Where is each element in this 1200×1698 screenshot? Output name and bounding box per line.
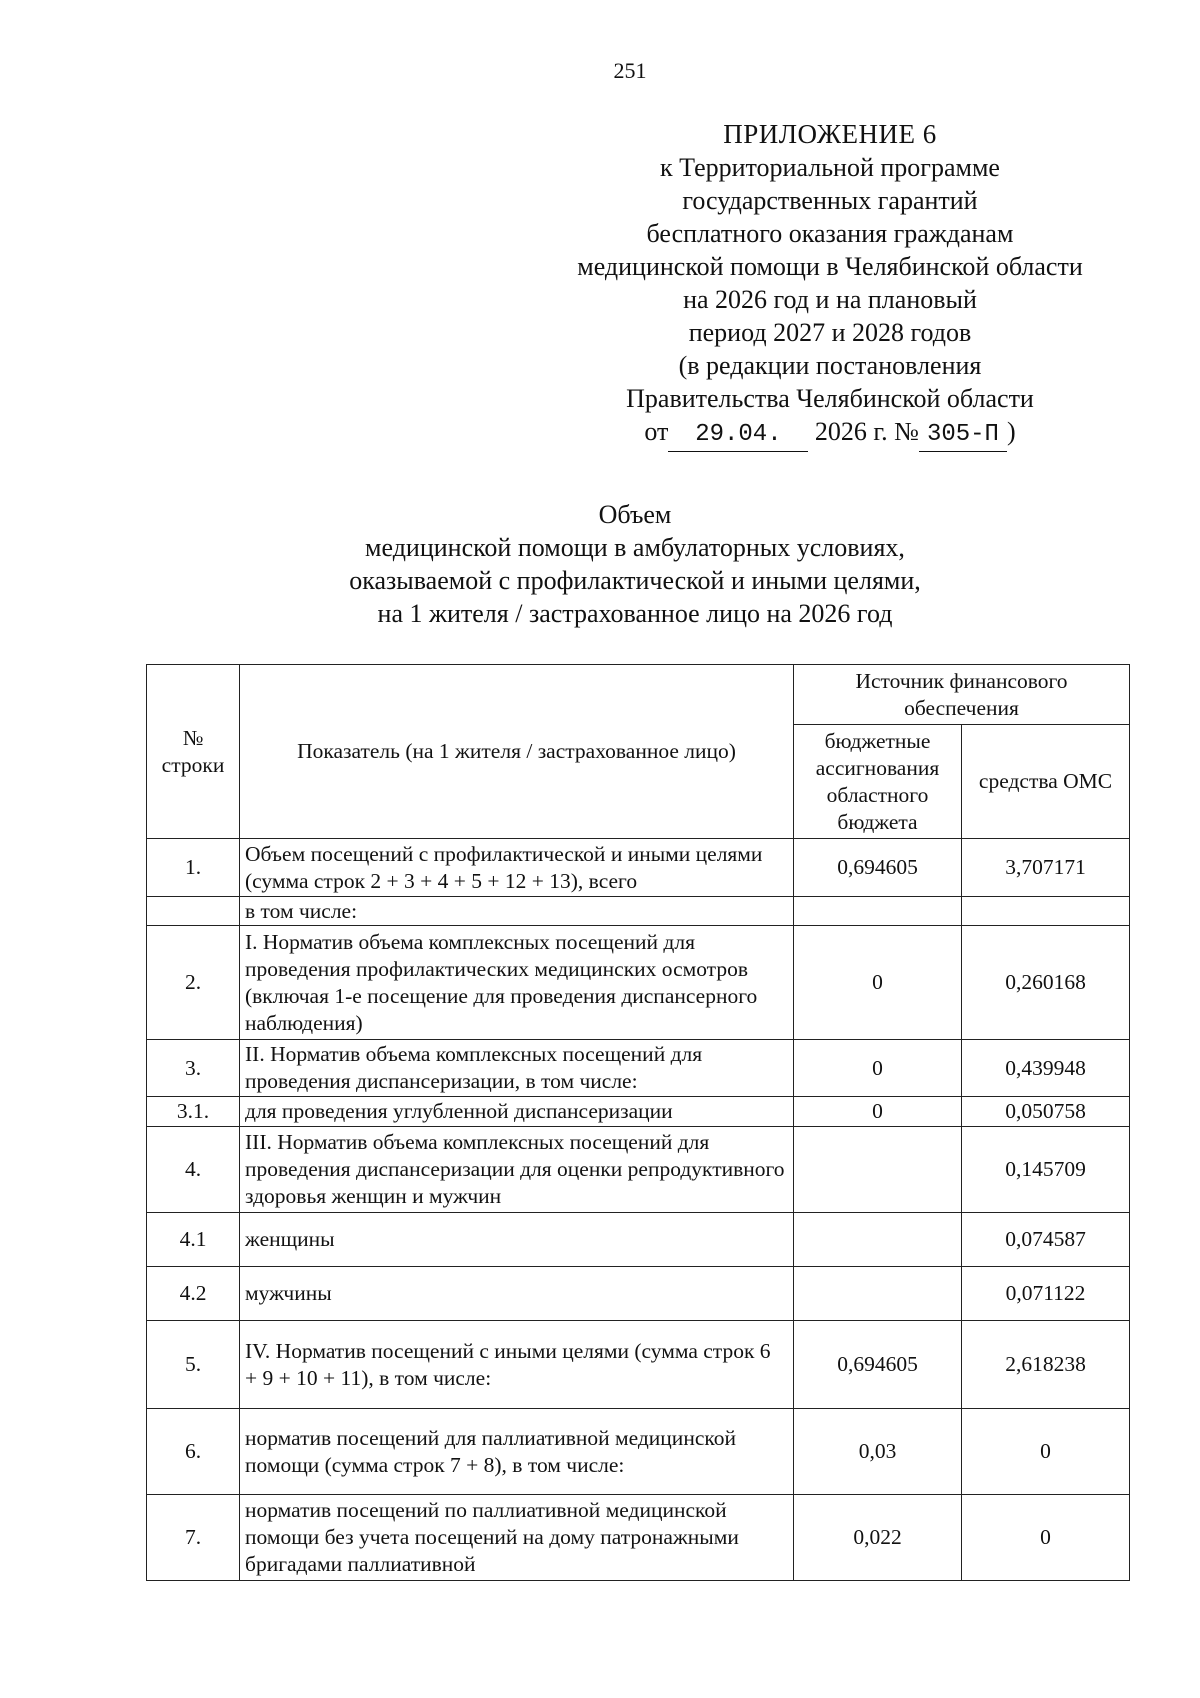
date-value: 29.04. — [668, 418, 808, 452]
header-source-group: Источник финансового обеспечения — [794, 665, 1130, 725]
header-indicator: Показатель (на 1 жителя / застрахованное лицо) — [240, 665, 794, 839]
row-number: 6. — [147, 1409, 240, 1495]
document-heading — [220, 498, 1050, 630]
row-number: 5. — [147, 1321, 240, 1409]
row-budget — [794, 1267, 962, 1321]
row-oms: 0,074587 — [962, 1213, 1130, 1267]
appendix-title: ПРИЛОЖЕНИЕ 6 — [723, 119, 937, 149]
row-budget — [794, 1213, 962, 1267]
table-row — [147, 926, 1130, 1040]
row-number: 4.1 — [147, 1213, 240, 1267]
table-row — [147, 1127, 1130, 1213]
row-number — [147, 897, 240, 926]
row-oms: 0,071122 — [962, 1267, 1130, 1321]
row-indicator: норматив посещений по паллиативной медицинской помощи без учета посещений на дому патронажными бригадами паллиативной — [240, 1495, 794, 1581]
row-indicator: IV. Норматив посещений с иными целями (сумма строк 6 + 9 + 10 + 11), в том числе: — [240, 1321, 794, 1409]
row-budget: 0,694605 — [794, 1321, 962, 1409]
row-number: 2. — [147, 926, 240, 1040]
row-number: 4.2 — [147, 1267, 240, 1321]
table-row — [147, 1321, 1130, 1409]
row-oms: 2,618238 — [962, 1321, 1130, 1409]
table-row — [147, 1040, 1130, 1097]
resolution-number: 305-П — [919, 418, 1007, 452]
appendix-block — [520, 118, 1140, 452]
table-row — [147, 839, 1130, 897]
appendix-line: Правительства Челябинской области — [626, 384, 1034, 413]
appendix-line: бесплатного оказания гражданам — [646, 219, 1014, 248]
appendix-line: на 2026 год и на плановый — [683, 285, 977, 314]
row-budget: 0,022 — [794, 1495, 962, 1581]
row-indicator: II. Норматив объема комплексных посещений для проведения диспансеризации, в том числе: — [240, 1040, 794, 1097]
table-header-row — [147, 665, 1130, 725]
row-indicator: женщины — [240, 1213, 794, 1267]
row-indicator: норматив посещений для паллиативной медицинской помощи (сумма строк 7 + 8), в том числе: — [240, 1409, 794, 1495]
row-number: 7. — [147, 1495, 240, 1581]
row-budget: 0 — [794, 1040, 962, 1097]
header-oms: средства ОМС — [962, 725, 1130, 839]
appendix-line: государственных гарантий — [682, 186, 978, 215]
heading-line: оказываемой с профилактической и иными целями, — [349, 566, 921, 595]
row-oms: 0 — [962, 1409, 1130, 1495]
row-indicator: в том числе: — [240, 897, 794, 926]
resolution-date-line — [520, 415, 1140, 452]
heading-line: Объем — [598, 500, 672, 529]
table-row — [147, 1495, 1130, 1581]
row-budget — [794, 897, 962, 926]
appendix-line: (в редакции постановления — [678, 351, 982, 380]
row-oms: 0 — [962, 1495, 1130, 1581]
row-indicator: для проведения углубленной диспансеризации — [240, 1097, 794, 1127]
header-budget: бюджетные ассигнования областного бюджета — [794, 725, 962, 839]
row-oms: 0,050758 — [962, 1097, 1130, 1127]
row-oms: 0,439948 — [962, 1040, 1130, 1097]
row-budget: 0,03 — [794, 1409, 962, 1495]
row-indicator: I. Норматив объема комплексных посещений для проведения профилактических медицинских осмотров (включая 1-е посещение для проведения диспансерного наблюдения) — [240, 926, 794, 1040]
appendix-line: медицинской помощи в Челябинской области — [577, 252, 1083, 281]
row-indicator: III. Норматив объема комплексных посещений для проведения диспансеризации для оценки репродуктивного здоровья женщин и мужчин — [240, 1127, 794, 1213]
row-oms — [962, 897, 1130, 926]
table-row — [147, 1267, 1130, 1321]
row-indicator: мужчины — [240, 1267, 794, 1321]
norms-table — [146, 664, 1130, 1581]
table-row — [147, 1409, 1130, 1495]
heading-line: медицинской помощи в амбулаторных условиях, — [365, 533, 905, 562]
row-budget — [794, 1127, 962, 1213]
header-row-number: № строки — [147, 665, 240, 839]
page-number: 251 — [613, 58, 647, 83]
row-number: 1. — [147, 839, 240, 897]
row-number: 3. — [147, 1040, 240, 1097]
row-budget: 0 — [794, 926, 962, 1040]
row-number: 3.1. — [147, 1097, 240, 1127]
table-row — [147, 1097, 1130, 1127]
row-number: 4. — [147, 1127, 240, 1213]
table-row — [147, 897, 1130, 926]
table-row — [147, 1213, 1130, 1267]
row-oms: 0,260168 — [962, 926, 1130, 1040]
appendix-line: к Территориальной программе — [660, 153, 1000, 182]
appendix-line: период 2027 и 2028 годов — [688, 318, 972, 347]
row-indicator: Объем посещений с профилактической и иными целями (сумма строк 2 + 3 + 4 + 5 + 12 + 13), всего — [240, 839, 794, 897]
closing-paren: ) — [1006, 417, 1016, 446]
year-text: 2026 г. № — [814, 417, 919, 446]
heading-line: на 1 жителя / застрахованное лицо на 2026 год — [377, 599, 893, 628]
row-oms: 3,707171 — [962, 839, 1130, 897]
row-budget: 0 — [794, 1097, 962, 1127]
row-oms: 0,145709 — [962, 1127, 1130, 1213]
date-prefix: от — [644, 417, 669, 446]
row-budget: 0,694605 — [794, 839, 962, 897]
